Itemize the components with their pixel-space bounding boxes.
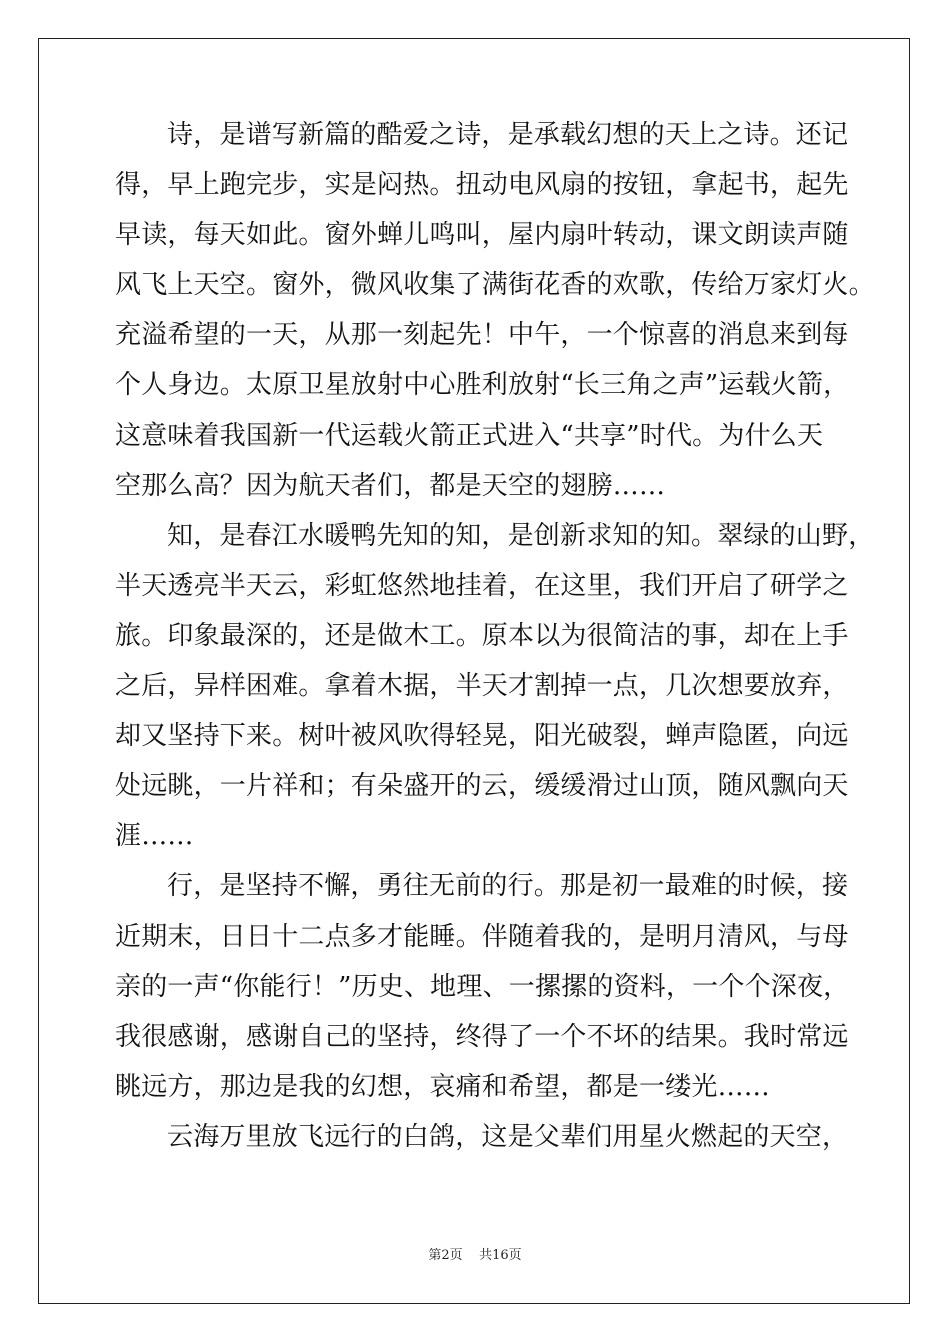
paragraph-2-line: 却又坚持下来。树叶被风吹得轻晃，阳光破裂，蝉声隐匿，向远 [115, 721, 849, 752]
paragraph-1-line: 充溢希望的一天，从那一刻起先！中午，一个惊喜的消息来到每 [115, 320, 849, 351]
paragraph-2-line: 之后，异样困难。拿着木据，半天才割掉一点，几次想要放弃， [115, 671, 849, 702]
paragraph-2-line: 旅。印象最深的，还是做木工。原本以为很简洁的事，却在上手 [115, 620, 849, 651]
paragraph-1-line: 个人身边。太原卫星放射中心胜利放射“长三角之声”运载火箭， [115, 370, 850, 401]
paragraph-4-line: 云海万里放飞远行的白鸽，这是父辈们用星火燃起的天空， [167, 1121, 849, 1152]
paragraph-1-line: 这意味着我国新一代运载火箭正式进入“共享”时代。为什么天 [115, 420, 824, 451]
paragraph-3-line: 行，是坚持不懈，勇往无前的行。那是初一最难的时候，接 [167, 871, 849, 902]
paragraph-2-line: 半天透亮半天云，彩虹悠然地挂着，在这里，我们开启了研学之 [115, 570, 849, 601]
paragraph-3-line: 眺远方，那边是我的幻想，哀痛和希望，都是一缕光…… [115, 1071, 771, 1102]
paragraph-2-line: 涯…… [115, 821, 194, 852]
paragraph-2-line: 知，是春江水暖鸭先知的知，是创新求知的知。翠绿的山野， [167, 520, 875, 551]
paragraph-1-line: 得，早上跑完步，实是闷热。扭动电风扇的按钮，拿起书，起先 [115, 170, 849, 201]
paragraph-3-line: 近期末，日日十二点多才能睡。伴随着我的，是明月清风，与母 [115, 921, 849, 952]
paragraph-1-line: 风飞上天空。窗外，微风收集了满街花香的欢歌，传给万家灯火。 [115, 270, 875, 301]
document-body [115, 110, 875, 1162]
total-pages: 共16页 [479, 1248, 522, 1263]
page-number: 第2页 [428, 1248, 463, 1263]
paragraph-3-line: 亲的一声“你能行！”历史、地理、一摞摞的资料，一个个深夜， [115, 971, 850, 1002]
paragraph-1-line: 早读，每天如此。窗外蝉儿鸣叫，屋内扇叶转动，课文朗读声随 [115, 220, 849, 251]
paragraph-2-line: 处远眺，一片祥和；有朵盛开的云，缓缓滑过山顶，随风飘向天 [115, 771, 849, 802]
paragraph-1-line: 诗，是谱写新篇的酷爱之诗，是承载幻想的天上之诗。还记 [167, 120, 849, 150]
paragraph-3-line: 我很感谢，感谢自己的坚持，终得了一个不坏的结果。我时常远 [115, 1021, 849, 1052]
paragraph-1-line: 空那么高？因为航天者们，都是天空的翅膀…… [115, 470, 666, 501]
page-footer [0, 1248, 950, 1264]
